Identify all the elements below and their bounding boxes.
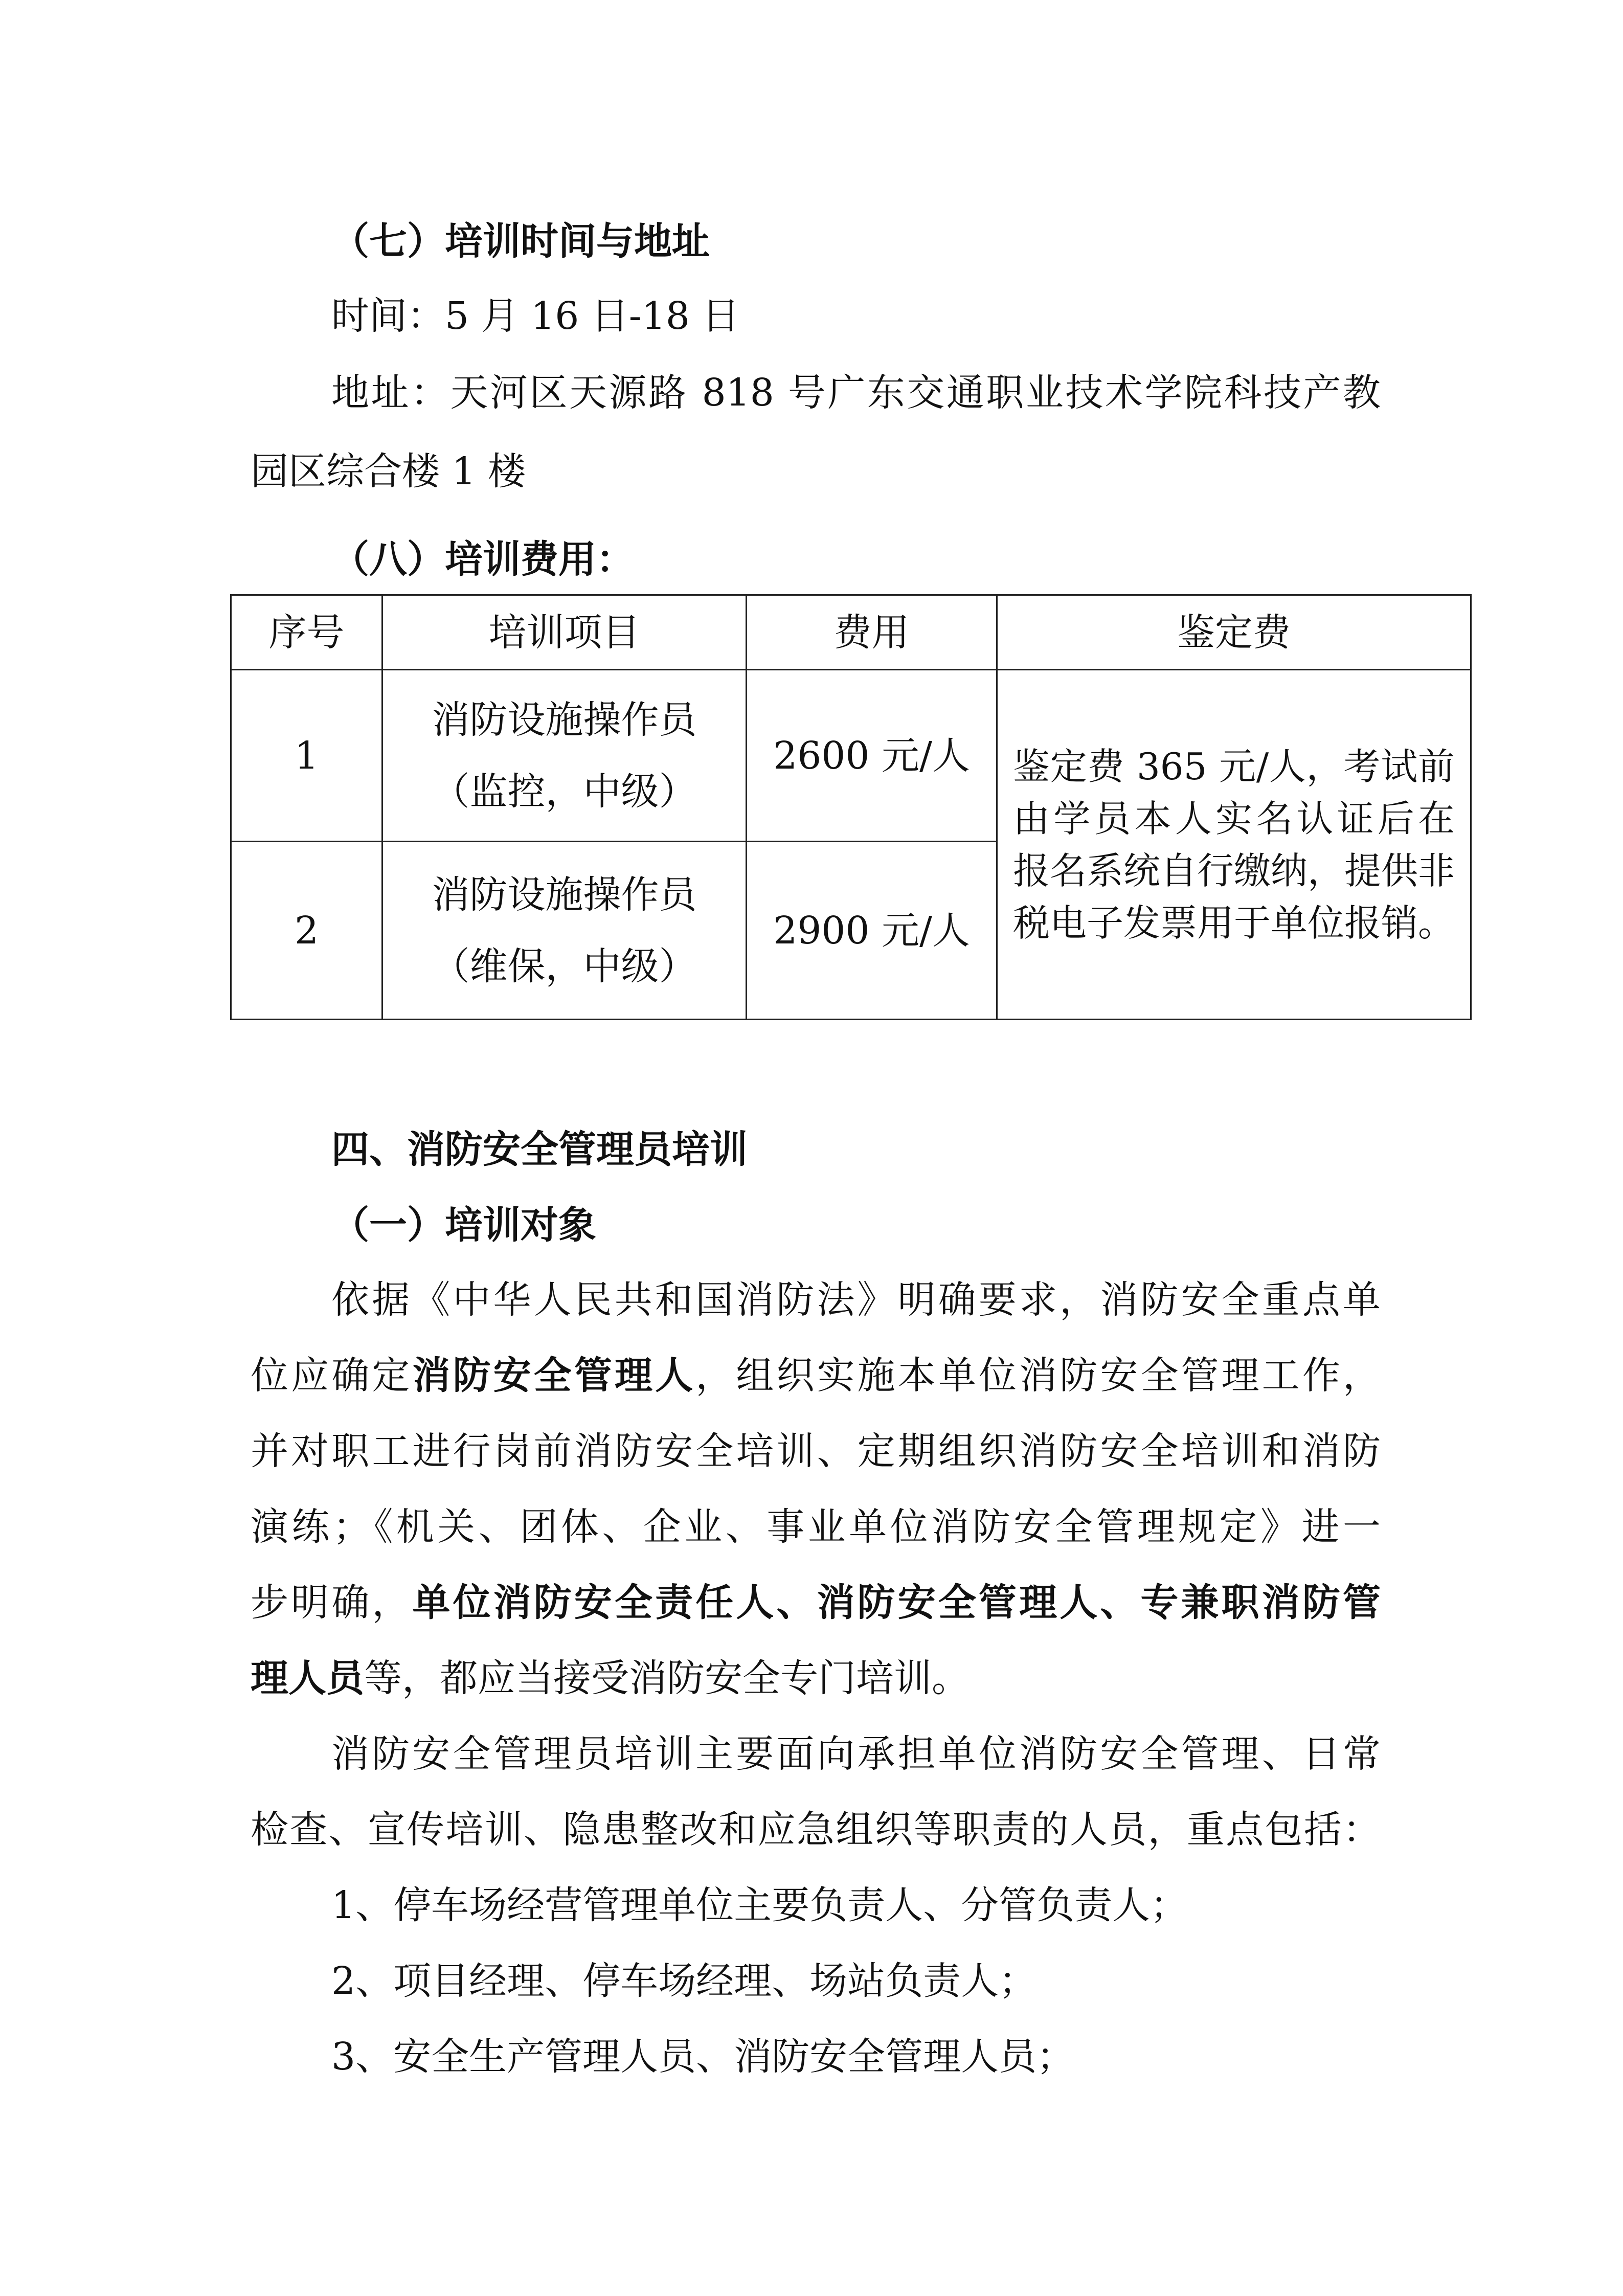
list-item: 3、安全生产管理人员、消防安全管理人员； <box>331 2035 1075 2079</box>
row-2-item-level: （维保，中级） <box>432 944 697 988</box>
paragraph-1-line-6 <box>251 1653 1381 1704</box>
row-2-fee: 2900 元/人 <box>747 842 997 1020</box>
appraisal-note-line: 由学员本人实名认证后在 <box>1013 797 1455 840</box>
paragraph-2-line-2: 检查、宣传培训、隐患整改和应急组织等职责的人员，重点包括： <box>251 1808 1381 1852</box>
row-2-index: 2 <box>231 842 382 1020</box>
text-span: 位应确定 <box>251 1354 413 1398</box>
part-4-subsection-1-title: （一）培训对象 <box>331 1203 596 1247</box>
header-fee: 费用 <box>747 595 997 670</box>
bold-text: 理人员 <box>251 1656 364 1700</box>
row-2-item-name: 消防设施操作员 <box>432 872 697 917</box>
list-item: 2、项目经理、停车场经理、场站负责人； <box>331 1959 1037 2003</box>
paragraph-1-line-2 <box>251 1350 1381 1401</box>
row-1-fee: 2600 元/人 <box>747 670 997 842</box>
paragraph-2-line-1: 消防安全管理员培训主要面向承担单位消防安全管理、日常 <box>331 1732 1381 1776</box>
row-1-item-name: 消防设施操作员 <box>432 697 697 742</box>
header-training-item: 培训项目 <box>382 595 747 670</box>
section-7-title: （七）培训时间与地址 <box>331 219 710 263</box>
paragraph-1-line-3: 并对职工进行岗前消防安全培训、定期组织消防安全培训和消防 <box>251 1429 1381 1473</box>
fee-table-header-row <box>231 595 1471 670</box>
training-time: 时间：5 月 16 日-18 日 <box>331 294 740 338</box>
appraisal-note-line: 鉴定费 365 元/人，考试前 <box>1013 745 1455 788</box>
row-2-item <box>382 842 747 1020</box>
appraisal-note-line: 税电子发票用于单位报销。 <box>1013 901 1455 944</box>
bold-text: 单位消防安全责任人、消防安全管理人、专兼职消防管 <box>412 1581 1381 1625</box>
section-8-title: （八）培训费用： <box>331 537 634 581</box>
row-1-item <box>382 670 747 842</box>
header-appraisal-fee: 鉴定费 <box>997 595 1471 670</box>
appraisal-fee-note <box>997 670 1471 1020</box>
header-index: 序号 <box>231 595 382 670</box>
text-span: 步明确， <box>251 1581 413 1625</box>
fee-table <box>230 594 1472 1020</box>
appraisal-note-line: 报名系统自行缴纳，提供非 <box>1013 849 1455 892</box>
table-row <box>231 670 1471 842</box>
text-span: 等，都应当接受消防安全专门培训。 <box>364 1656 970 1700</box>
row-1-index: 1 <box>231 670 382 842</box>
text-span: ，组织实施本单位消防安全管理工作， <box>695 1354 1381 1398</box>
part-4-title: 四、消防安全管理员培训 <box>331 1128 748 1172</box>
training-address-line-2: 园区综合楼 1 楼 <box>251 449 526 493</box>
list-item: 1、停车场经营管理单位主要负责人、分管负责人； <box>331 1883 1188 1927</box>
paragraph-1-line-1: 依据《中华人民共和国消防法》明确要求，消防安全重点单 <box>331 1278 1381 1322</box>
bold-text: 消防安全管理人 <box>412 1354 696 1398</box>
paragraph-1-line-4: 演练；《机关、团体、企业、事业单位消防安全管理规定》进一 <box>251 1505 1381 1549</box>
training-address-line-1: 地址：天河区天源路 818 号广东交通职业技术学院科技产教 <box>331 371 1381 415</box>
paragraph-1-line-5 <box>251 1577 1381 1628</box>
row-1-item-level: （监控，中级） <box>432 769 697 814</box>
